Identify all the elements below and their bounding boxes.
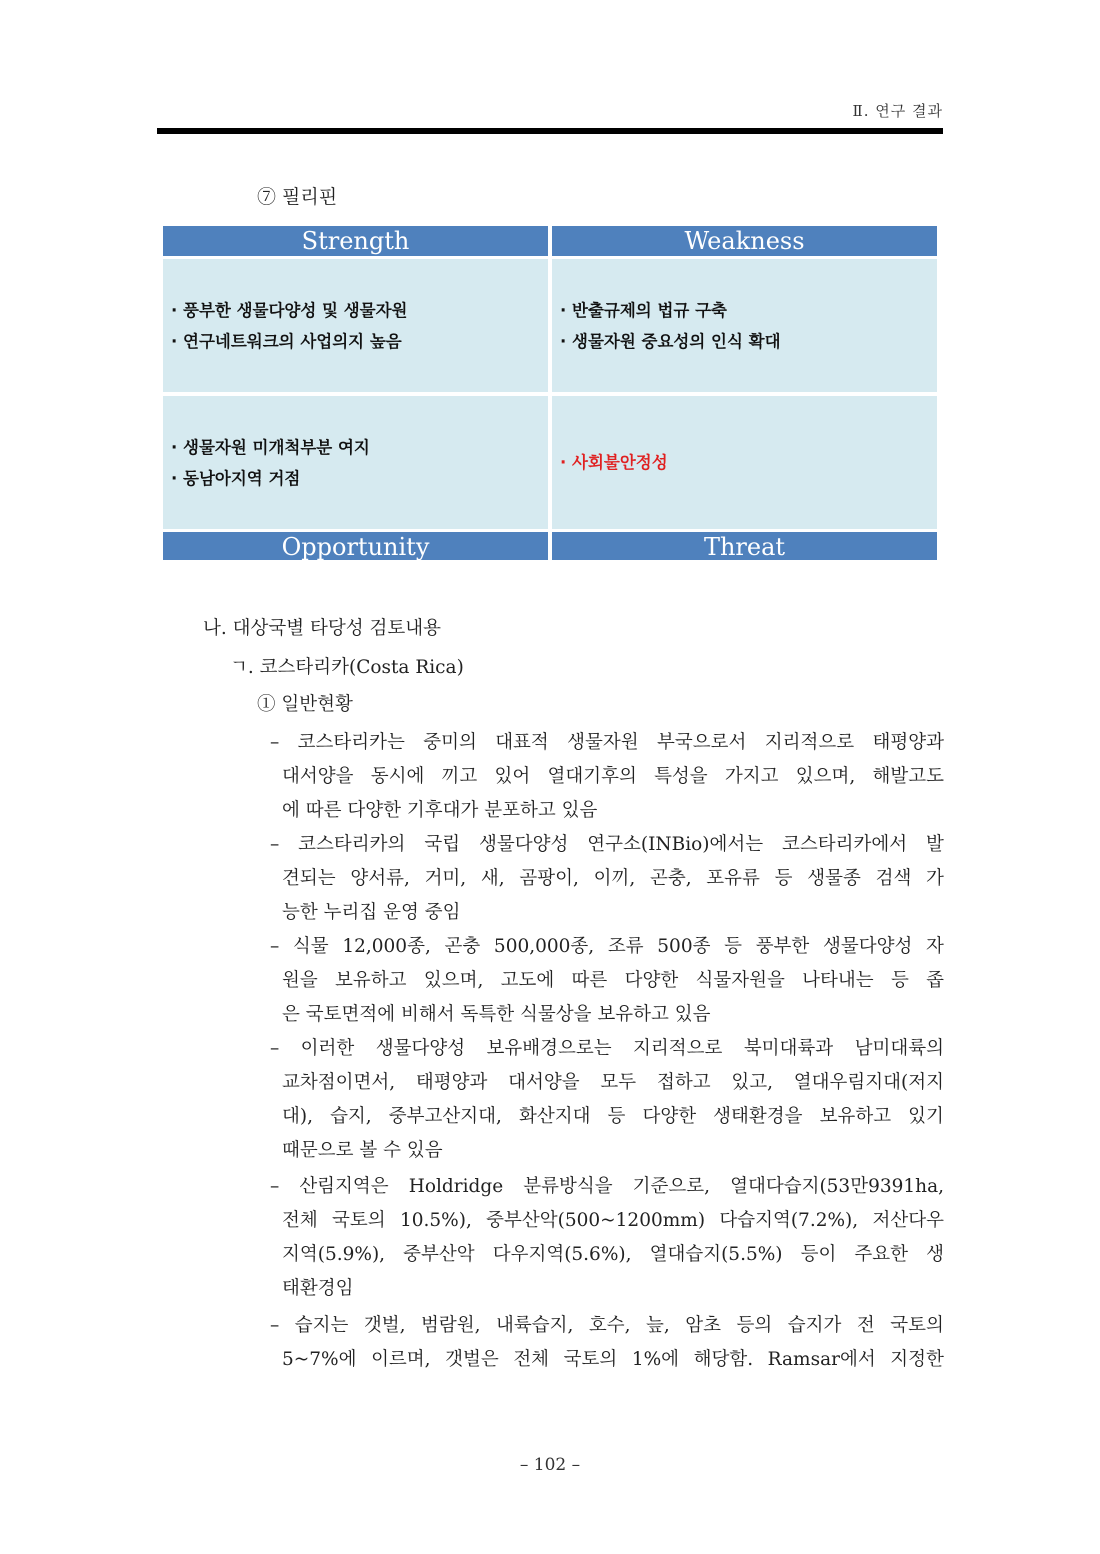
paragraph-line: – 식물 12,000종, 곤충 500,000종, 조류 500종 등 풍부한 생물다양성 자 <box>270 936 944 957</box>
weakness-header: Weakness <box>552 226 937 256</box>
paragraph-line: 5~7%에 이르며, 갯벌은 전체 국토의 1%에 해당함. Ramsar에서 지정한 <box>282 1349 944 1370</box>
opportunity-cell <box>163 396 548 529</box>
paragraph-line: 견되는 양서류, 거미, 새, 곰팡이, 이끼, 곤충, 포유류 등 생물종 검색 가 <box>282 868 944 889</box>
paragraph-line: 지역(5.9%), 중부산악 다우지역(5.6%), 열대습지(5.5%) 등이 주요한 생 <box>282 1244 944 1265</box>
threat-item: · 사회불안정성 <box>560 453 668 472</box>
paragraph-line: 원을 보유하고 있으며, 고도에 따른 다양한 식물자원을 나타내는 등 좁 <box>282 970 944 991</box>
paragraph-line: 능한 누리집 운영 중임 <box>282 902 461 923</box>
strength-cell <box>163 259 548 392</box>
paragraph <box>270 726 944 828</box>
page-number: – 102 – <box>519 1455 581 1475</box>
paragraph-line: – 습지는 갯벌, 범람원, 내륙습지, 호수, 늪, 암초 등의 습지가 전 국토의 <box>270 1315 944 1336</box>
strength-item: · 연구네트워크의 사업의지 높음 <box>171 331 402 351</box>
subsection-title: ⑦ 필리핀 <box>257 186 338 208</box>
paragraph-line: – 코스타리카는 중미의 대표적 생물자원 부국으로서 지리적으로 태평양과 <box>270 732 944 753</box>
paragraph-line: – 산림지역은 Holdridge 분류방식을 기준으로, 열대다습지(53만9391ha, <box>270 1176 944 1197</box>
strength-item: · 풍부한 생물다양성 및 생물자원 <box>171 300 408 320</box>
paragraph-line: 은 국토면적에 비해서 독특한 식물상을 보유하고 있음 <box>282 1004 711 1025</box>
paragraph-line: 태환경임 <box>282 1278 354 1299</box>
paragraph-line: 대), 습지, 중부고산지대, 화산지대 등 다양한 생태환경을 보유하고 있기 <box>282 1106 944 1127</box>
paragraph-line: – 이러한 생물다양성 보유배경으로는 지리적으로 북미대륙과 남미대륙의 <box>270 1038 944 1059</box>
paragraph-line: 에 따른 다양한 기후대가 분포하고 있음 <box>282 800 598 821</box>
opportunity-header: Opportunity <box>163 532 548 560</box>
paragraph-line: 교차점이면서, 태평양과 대서양을 모두 접하고 있고, 열대우림지대(저지 <box>282 1072 944 1093</box>
swot-table <box>163 226 937 560</box>
paragraph-line: 대서양을 동시에 끼고 있어 열대기후의 특성을 가지고 있으며, 해발고도 <box>282 766 944 787</box>
section-heading: 나. 대상국별 타당성 검토내용 <box>203 618 441 639</box>
paragraph <box>270 1309 944 1377</box>
threat-header: Threat <box>552 532 937 560</box>
paragraph <box>270 930 944 1032</box>
weakness-item: · 반출규제의 법규 구축 <box>560 300 727 320</box>
item-heading: ① 일반현황 <box>257 694 353 715</box>
paragraph <box>270 1032 944 1168</box>
paragraph-line: – 코스타리카의 국립 생물다양성 연구소(INBio)에서는 코스타리카에서 발 <box>270 834 944 855</box>
threat-cell <box>552 396 937 529</box>
paragraph-line: 때문으로 볼 수 있음 <box>282 1140 443 1161</box>
running-header: Ⅱ. 연구 결과 <box>852 102 943 120</box>
weakness-cell <box>552 259 937 392</box>
strength-header: Strength <box>163 226 548 256</box>
country-heading: ㄱ. 코스타리카(Costa Rica) <box>230 657 464 678</box>
header-rule <box>157 128 943 134</box>
paragraph-line: 전체 국토의 10.5%), 중부산악(500~1200mm) 다습지역(7.2%), 저산다우 <box>282 1210 944 1231</box>
opportunity-item: · 동남아지역 거점 <box>171 468 301 488</box>
weakness-item: · 생물자원 중요성의 인식 확대 <box>560 331 781 351</box>
paragraph <box>270 1170 944 1306</box>
paragraph <box>270 828 944 930</box>
opportunity-item: · 생물자원 미개척부분 여지 <box>171 437 370 457</box>
